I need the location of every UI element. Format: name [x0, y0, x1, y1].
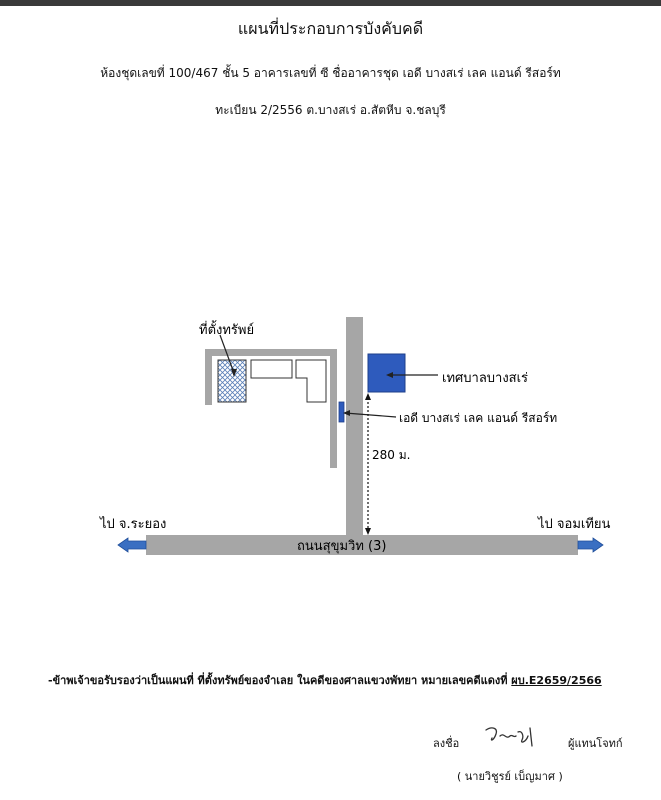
- distance-label: 280 ม.: [372, 448, 411, 462]
- signer-role: ผู้แทนโจทก์: [568, 737, 623, 750]
- handwritten-signature: [482, 722, 542, 750]
- direction-right-label: ไป จอมเทียน: [538, 517, 611, 532]
- road-label: ถนนสุขุมวิท (3): [297, 539, 387, 554]
- building-l-shaped: [296, 360, 326, 402]
- distance-arrow-bottom: [365, 528, 371, 535]
- signer-name: ( นายวิชูรย์ เบ็ญมาศ ): [457, 770, 563, 783]
- certification-statement: [48, 671, 602, 689]
- page-title: แผนที่ประกอบการบังคับคดี: [237, 19, 424, 38]
- certification-text: -ข้าพเจ้าขอรับรองว่าเป็นแผนที่ ที่ตั้งทรัพย์ของจำเลย ในคดีของศาลแขวงพัทยา หมายเลขคดีแดงที่: [48, 674, 512, 687]
- compound-wall-top: [205, 349, 336, 356]
- side-road: [346, 317, 363, 535]
- compound-wall-right: [330, 349, 337, 468]
- unit-description: ห้องชุดเลขที่ 100/467 ชั้น 5 อาคารเลขที่ ซี ชื่ออาคารชุด เอดี บางสเร่ เลค แอนด์ รีสอร์ท: [100, 66, 561, 80]
- building-middle: [251, 360, 292, 378]
- property-label: ที่ตั้งทรัพย์: [199, 323, 255, 338]
- arrow-left-icon: [118, 538, 146, 552]
- distance-arrow-top: [365, 393, 371, 400]
- municipality-label: เทศบาลบางสเร่: [442, 371, 529, 386]
- direction-left-label: ไป จ.ระยอง: [100, 517, 167, 532]
- arrow-right-icon: [578, 538, 603, 552]
- registration-location: ทะเบียน 2/2556 ต.บางสเร่ อ.สัตหีบ จ.ชลบุรี: [215, 103, 446, 117]
- condo-marker: [339, 402, 344, 422]
- compound-wall-left: [205, 349, 212, 405]
- case-number: ผบ.E2659/2566: [511, 674, 602, 687]
- municipality-building: [368, 354, 405, 392]
- condo-label: เอดี บางสเร่ เลค แอนด์ รีสอร์ท: [399, 411, 558, 425]
- sign-label: ลงชื่อ: [433, 737, 460, 750]
